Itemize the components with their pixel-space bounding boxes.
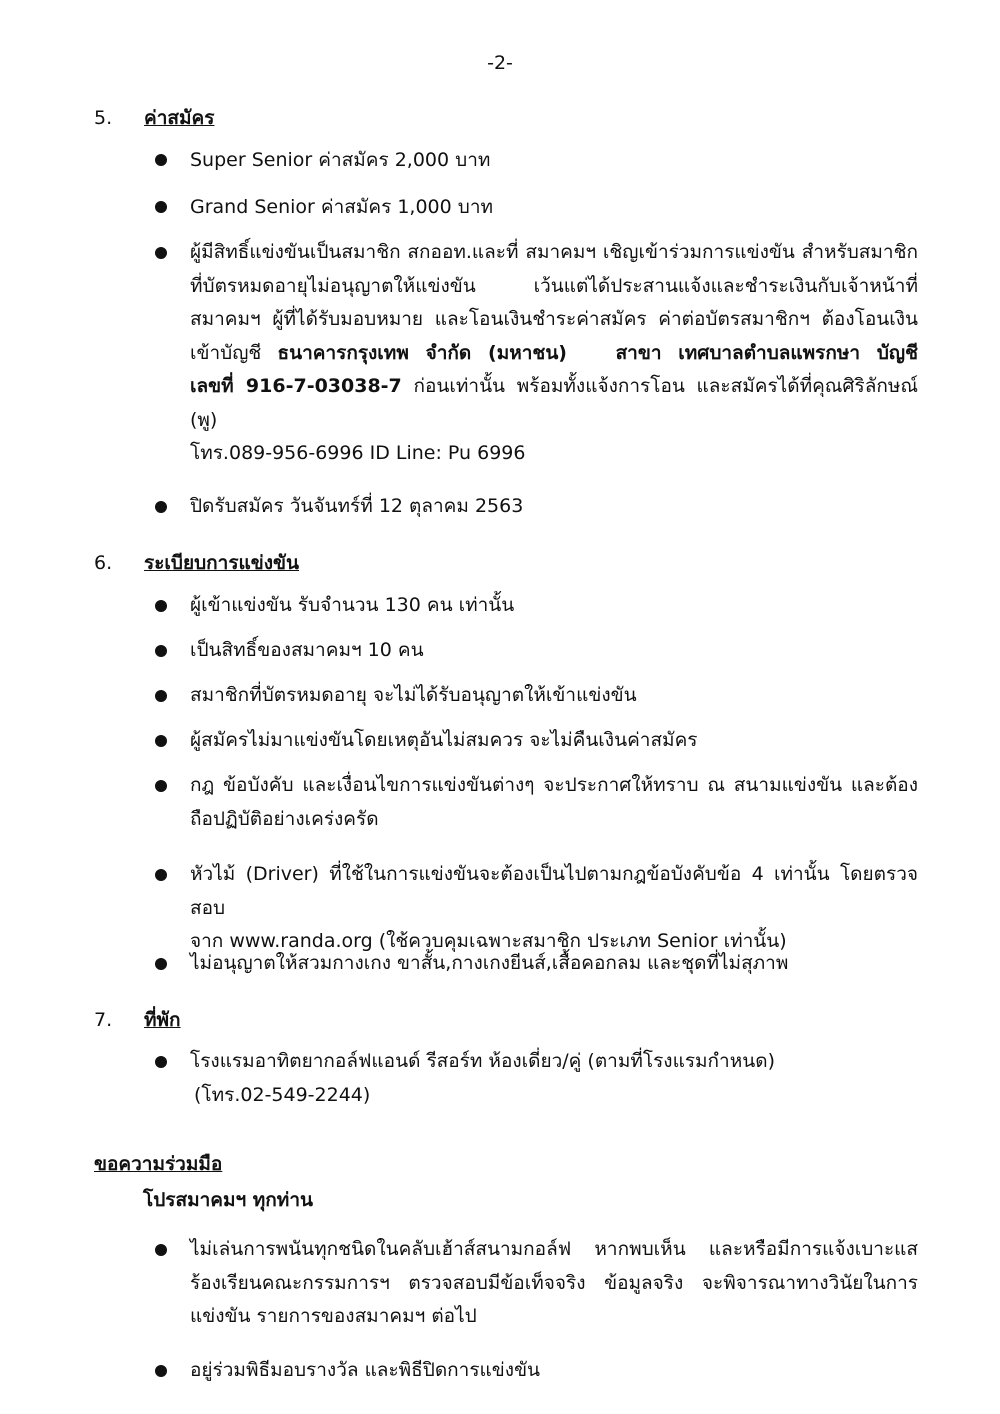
rules-item: ผู้สมัครไม่มาแข่งขันโดยเหตุอันไม่สมควร จะไม่คืนเงินค่าสมัคร — [190, 729, 698, 751]
paragraph-line: ถือปฏิบัติอย่างเคร่งครัด — [190, 807, 379, 830]
bullet-icon — [155, 501, 167, 513]
paragraph-line: สมาคมฯ ผู้ที่ได้รับมอบหมาย และโอนเงินชำระค่าสมัคร ค่าต่อบัตรสมาชิกฯ ต้องโอนเงิน — [190, 308, 918, 330]
lodging-details — [190, 1045, 918, 1112]
account-line — [190, 370, 918, 437]
rules-dress-code: ไม่อนุญาตให้สวมกางเกง ขาสั้น,กางเกงยีนส์,เสื้อคอกลม และชุดที่ไม่สุภาพ — [190, 952, 789, 974]
cooperation-subtitle: โปรสมาคมฯ ทุกท่าน — [143, 1189, 313, 1211]
bullet-icon — [155, 645, 167, 657]
section-title: ค่าสมัคร — [144, 107, 215, 129]
bullet-icon — [155, 201, 167, 213]
section-number: 5. — [94, 107, 113, 129]
bullet-icon — [155, 1244, 167, 1256]
rules-item: เป็นสิทธิ์ของสมาคมฯ 10 คน — [190, 639, 424, 661]
section-title: ระเบียบการแข่งขัน — [144, 552, 300, 574]
section-title: ที่พัก — [144, 1009, 181, 1031]
bullet-icon — [155, 1056, 167, 1068]
section-number: 7. — [94, 1009, 113, 1031]
fee-eligibility-paragraph — [190, 236, 918, 471]
bullet-icon — [155, 780, 167, 792]
paragraph-line: หัวไม้ (Driver) ที่ใช้ในการแข่งขันจะต้องเป็นไปตามกฎข้อบังคับข้อ 4 เท่านั้น โดยตรวจสอบ — [190, 863, 918, 919]
bullet-icon — [155, 1365, 167, 1377]
bank-branch: สาขา เทศบาลตำบลแพรกษา บัญชี — [615, 341, 918, 364]
paragraph-line: ไม่เล่นการพนันทุกชนิดในคลับเฮ้าส์สนามกอล์ฟ หากพบเห็น และหรือมีการแจ้งเบาะแส — [190, 1238, 918, 1260]
paragraph-line: จาก www.randa.org (ใช้ควบคุมเฉพาะสมาชิก ประเภท Senior เท่านั้น) — [190, 930, 787, 952]
rules-item: สมาชิกที่บัตรหมดอายุ จะไม่ได้รับอนุญาตให้เข้าแข่งขัน — [190, 684, 637, 706]
bank-prefix: เข้าบัญชี — [190, 341, 278, 364]
paragraph-line: ผู้มีสิทธิ์แข่งขันเป็นสมาชิก สกออท.และที่ สมาคมฯ เชิญเข้าร่วมการแข่งขัน สำหรับสมาชิก — [190, 241, 918, 263]
account-note: ก่อนเท่านั้น พร้อมทั้งแจ้งการโอน และสมัครได้ที่คุณศิริลักษณ์ (พู) — [190, 375, 918, 431]
bullet-icon — [155, 690, 167, 702]
bullet-icon — [155, 735, 167, 747]
fee-item-grand-senior: Grand Senior ค่าสมัคร 1,000 บาท — [190, 196, 494, 218]
paragraph-line: แข่งขัน รายการของสมาคมฯ ต่อไป — [190, 1305, 477, 1327]
cooperation-title: ขอความร่วมมือ — [94, 1153, 223, 1175]
bullet-icon — [155, 154, 167, 166]
rules-item: ผู้เข้าแข่งขัน รับจำนวน 130 คน เท่านั้น — [190, 594, 515, 616]
account-number: เลขที่ 916-7-03038-7 — [190, 375, 402, 397]
bank-line — [190, 337, 918, 371]
contact-line: โทร.089-956-6996 ID Line: Pu 6996 — [190, 442, 526, 464]
bullet-icon — [155, 600, 167, 612]
bullet-icon — [155, 869, 167, 881]
section-number: 6. — [94, 552, 113, 574]
bullet-icon — [155, 958, 167, 970]
paragraph-line: ร้องเรียนคณะกรรมการฯ ตรวจสอบมีข้อเท็จจริง ข้อมูลจริง จะพิจารณาทางวินัยในการ — [190, 1271, 918, 1294]
registration-closing: ปิดรับสมัคร วันจันทร์ที่ 12 ตุลาคม 2563 — [190, 495, 524, 517]
paragraph-line: ที่บัตรหมดอายุไม่อนุญาตให้แข่งขัน เว้นแต่ได้ประสานแจ้งและชำระเงินกับเจ้าหน้าที่ — [190, 274, 918, 297]
cooperation-gambling — [190, 1233, 918, 1334]
paragraph-line: กฎ ข้อบังคับ และเงื่อนไขการแข่งขันต่างๆ จะประกาศให้ทราบ ณ สนามแข่งขัน และต้อง — [190, 774, 918, 796]
bank-name: ธนาคารกรุงเทพ จำกัด (มหาชน) — [277, 341, 567, 364]
lodging-phone: (โทร.02-549-2244) — [194, 1083, 371, 1106]
rules-regulations — [190, 769, 918, 836]
cooperation-ceremony: อยู่ร่วมพิธีมอบรางวัล และพิธีปิดการแข่งขัน — [190, 1359, 541, 1381]
fee-item-super-senior: Super Senior ค่าสมัคร 2,000 บาท — [190, 149, 491, 171]
bullet-icon — [155, 247, 167, 259]
rules-driver — [190, 858, 918, 959]
page-number: -2- — [487, 52, 513, 74]
lodging-hotel: โรงแรมอาทิตยากอล์ฟแอนด์ รีสอร์ท ห้องเดี่ยว/คู่ (ตามที่โรงแรมกำหนด) — [190, 1050, 775, 1072]
